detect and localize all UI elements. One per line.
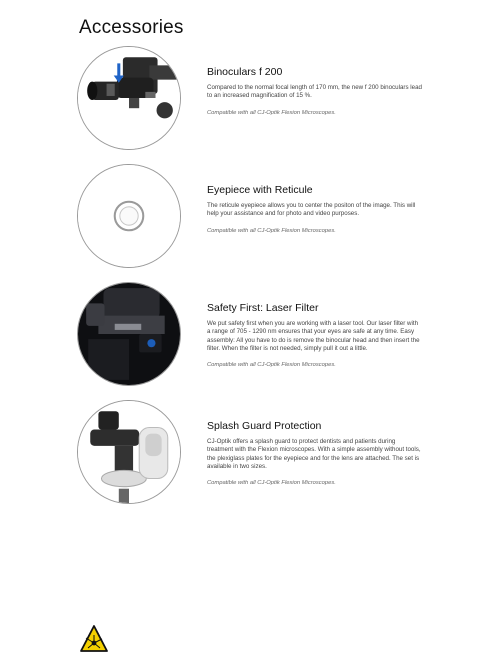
splash-guard-text bbox=[207, 420, 422, 486]
item-description: CJ-Optik offers a splash guard to protect dentists and patients during treatment with the Flexion microscopes. With a simple assembly without tools, the plexiglass plates for the eyepiece and for the lens are attached. The set is available in two sizes. bbox=[207, 438, 421, 470]
item-compatibility: Compatible with all CJ-Optik Flexion Microscopes. bbox=[207, 362, 336, 369]
splash-guard-icon bbox=[78, 401, 180, 503]
eyepiece-reticule-icon bbox=[78, 165, 180, 267]
item-compatibility: Compatible with all CJ-Optik Flexion Microscopes. bbox=[207, 227, 336, 234]
item-description: Compared to the normal focal length of 170 mm, the new f 200 binoculars lead to an increased magnification of 15 %. bbox=[207, 84, 422, 100]
laser-filter-text bbox=[207, 302, 422, 368]
laser-filter-icon bbox=[78, 283, 180, 385]
page-title: Accessories bbox=[79, 16, 184, 38]
splash-guard-image bbox=[77, 400, 181, 504]
binoculars-image bbox=[77, 46, 181, 150]
item-title: Binoculars f 200 bbox=[207, 66, 283, 78]
binoculars-icon bbox=[78, 47, 180, 149]
eyepiece-text bbox=[207, 184, 422, 234]
item-description: We put safety first when you are working with a laser tool. Our laser filter with a range of 705 - 1290 nm ensures that your eyes are safe at any time. Easy assembly: All you have to do is remove the binocular head and then insert the filter. When the filter is not needed, simply pull it out a little. bbox=[207, 320, 420, 352]
item-description: The reticule eyepiece allows you to center the positon of the image. This will help your assistance and for photo and video purposes. bbox=[207, 202, 416, 218]
item-title: Splash Guard Protection bbox=[207, 420, 322, 432]
item-compatibility: Compatible with all CJ-Optik Flexion Microscopes. bbox=[207, 109, 336, 116]
item-title: Eyepiece with Reticule bbox=[207, 184, 313, 196]
item-compatibility: Compatible with all CJ-Optik Flexion Microscopes. bbox=[207, 480, 336, 487]
eyepiece-image bbox=[77, 164, 181, 268]
laser-filter-image bbox=[77, 282, 181, 386]
binoculars-text bbox=[207, 66, 422, 116]
laser-warning-icon bbox=[80, 624, 108, 654]
item-title: Safety First: Laser Filter bbox=[207, 302, 319, 314]
